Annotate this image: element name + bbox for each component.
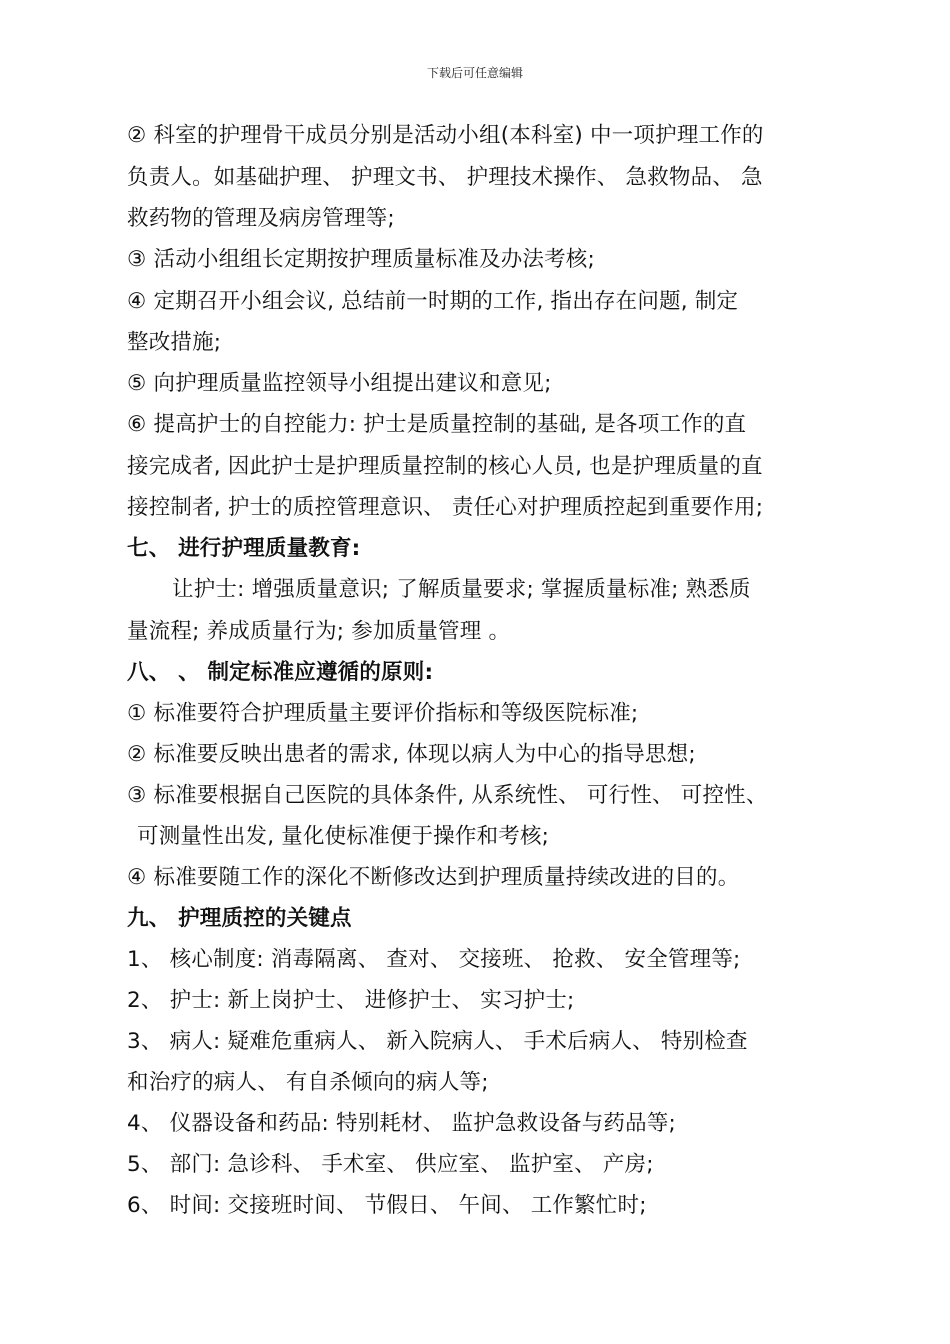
section-heading: 七、 进行护理质量教育: [127, 536, 361, 561]
text-line: 让护士: 增强质量意识; 了解质量要求; 掌握质量标准; 熟悉质 [172, 577, 751, 602]
text-line: ② 科室的护理骨干成员分别是活动小组(本科室) 中一项护理工作的 [127, 123, 764, 148]
text-line: 接完成者, 因此护士是护理质量控制的核心人员, 也是护理质量的直 [127, 454, 763, 479]
list-item: 5、 部门: 急诊科、 手术室、 供应室、 监护室、 产房; [127, 1152, 654, 1177]
text-line: ③ 活动小组组长定期按护理质量标准及办法考核; [127, 247, 595, 272]
text-line: ⑥ 提高护士的自控能力: 护士是质量控制的基础, 是各项工作的直 [127, 412, 747, 437]
text-line: 负责人。如基础护理、 护理文书、 护理技术操作、 急救物品、 急 [127, 165, 763, 190]
text-line: 量流程; 养成质量行为; 参加质量管理 。 [127, 619, 511, 644]
text-line: ⑤ 向护理质量监控领导小组提出建议和意见; [127, 371, 552, 396]
text-line: ④ 标准要随工作的深化不断修改达到护理质量持续改进的目的。 [127, 865, 740, 890]
section-heading: 八、 、 制定标准应遵循的原则: [127, 660, 434, 685]
text-line: 可测量性出发, 量化使标准便于操作和考核; [137, 824, 550, 849]
text-line: ② 标准要反映出患者的需求, 体现以病人为中心的指导思想; [127, 742, 696, 767]
text-line: 和治疗的病人、 有自杀倾向的病人等; [127, 1070, 489, 1095]
text-line: ① 标准要符合护理质量主要评价指标和等级医院标准; [127, 701, 639, 726]
text-line: 接控制者, 护士的质控管理意识、 责任心对护理质控起到重要作用; [127, 495, 764, 520]
text-line: 整改措施; [127, 330, 222, 355]
text-line: ③ 标准要根据自己医院的具体条件, 从系统性、 可行性、 可控性、 [127, 783, 768, 808]
text-line: 救药物的管理及病房管理等; [127, 206, 395, 231]
list-item: 6、 时间: 交接班时间、 节假日、 午间、 工作繁忙时; [127, 1193, 647, 1218]
list-item: 1、 核心制度: 消毒隔离、 查对、 交接班、 抢救、 安全管理等; [127, 947, 741, 972]
list-item: 4、 仪器设备和药品: 特别耗材、 监护急救设备与药品等; [127, 1111, 676, 1136]
list-item: 3、 病人: 疑难危重病人、 新入院病人、 手术后病人、 特别检查 [127, 1029, 748, 1054]
text-line: ④ 定期召开小组会议, 总结前一时期的工作, 指出存在问题, 制定 [127, 289, 739, 314]
section-heading: 九、 护理质控的关键点 [127, 906, 352, 931]
list-item: 2、 护士: 新上岗护士、 进修护士、 实习护士; [127, 988, 575, 1013]
page-header: 下载后可任意编辑 [426, 66, 523, 80]
